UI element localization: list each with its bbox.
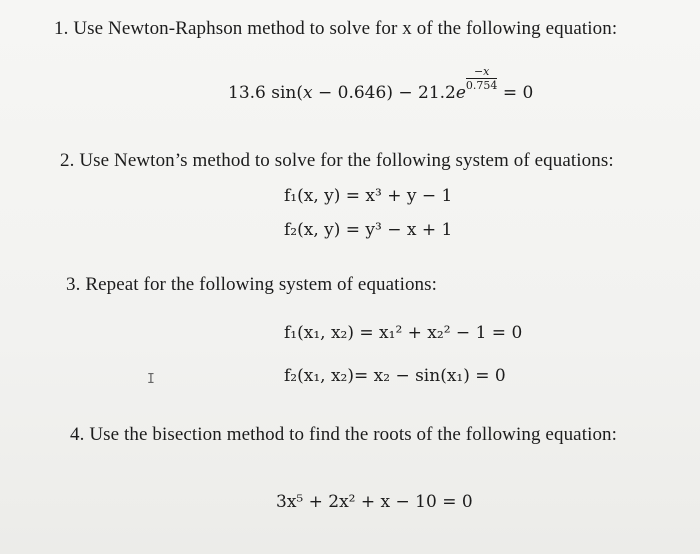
eq1-e: e [455,83,466,103]
eq3-f1: f₁(x₁, x₂) = x₁² + x₂² − 1 = 0 [284,323,523,343]
question-3-equation-1 [284,323,522,343]
question-2-text: Use Newton’s method to solve for the following system of equations: [79,150,614,171]
question-3 [66,274,437,296]
question-2 [60,150,614,172]
question-3-text: Repeat for the following system of equations: [85,274,438,295]
eq1-exp-numerator: −x [466,66,498,79]
eq2-f2: f₂(x, y) = y³ − x + 1 [284,220,453,240]
eq1-exp-denominator: 0.754 [465,79,498,92]
question-3-number: 3. [66,274,81,295]
question-4-equation [276,492,473,512]
question-4 [70,424,617,446]
question-2-number: 2. [60,150,75,171]
question-4-text: Use the bisection method to find the roots of the following equation: [89,424,618,445]
question-1 [54,18,617,40]
eq4: 3x⁵ + 2x² + x − 10 = 0 [276,492,473,512]
eq1-mid: − 0.646) − 21.2 [312,83,456,103]
eq1-left: 13.6 sin( [228,83,303,103]
text-cursor-icon: I [147,372,155,387]
question-3-equation-2 [284,366,506,386]
question-4-number: 4. [70,424,85,445]
eq1-right: = 0 [497,83,534,103]
eq1-exponent-fraction [466,66,498,91]
question-2-equation-1 [284,186,452,206]
eq2-f1: f₁(x, y) = x³ + y − 1 [284,186,453,206]
question-2-equation-2 [284,220,452,240]
eq3-f2: f₂(x₁, x₂)= x₂ − sin(x₁) = 0 [284,366,506,386]
eq1-x: x [303,83,313,103]
question-1-text: Use Newton-Raphson method to solve for x of the following equation: [73,18,618,39]
question-1-equation [228,66,533,103]
question-1-number: 1. [54,18,69,39]
